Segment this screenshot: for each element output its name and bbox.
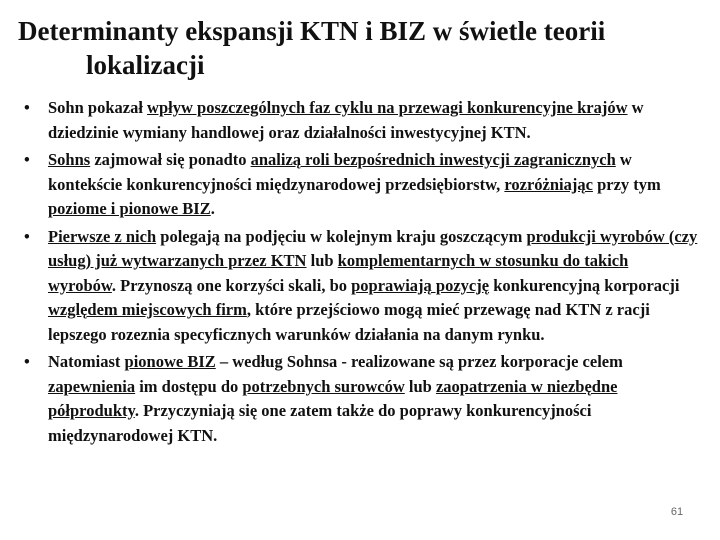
underlined-text: produkcji wyrobów (czy usług) już wytwarzanych przez KTN — [48, 226, 698, 270]
text-segment: , które przejściowo mogą mieć przewagę nad KTN z racji lepszego rozeznia specyficznych warunków działania na danym rynku. — [48, 300, 650, 344]
text-segment: Sohn pokazał — [48, 98, 148, 117]
bullet-item — [22, 96, 698, 145]
underlined-text: poprawiają pozycję — [351, 275, 490, 295]
text-segment: w kontekście konkurencyjności międzynarodowej przedsiębiorstw, — [48, 150, 632, 194]
bullet-marker: • — [24, 98, 30, 117]
bullet-item — [22, 350, 698, 448]
text-segment: . — [210, 199, 215, 218]
text-segment: . Przynoszą one korzyści skali, bo — [111, 275, 352, 295]
text-segment: w dziedzinie wymiany handlowej oraz działalności inwestycyjnej KTN. — [48, 98, 644, 142]
underlined-text: wpływ poszczególnych faz cyklu na przewagi konkurencyjne krajów — [147, 98, 628, 117]
page-number: 61 — [670, 506, 684, 518]
bullet-marker: • — [24, 226, 30, 246]
slide-title — [18, 14, 698, 82]
text-segment: polegają na podjęciu w kolejnym kraju goszczącym — [156, 226, 527, 246]
bullet-marker: • — [24, 352, 30, 371]
text-segment: – według Sohnsa - realizowane są przez korporacje celem — [215, 352, 623, 371]
slide-title-line-2: lokalizacji — [86, 50, 205, 80]
bullet-item — [22, 225, 698, 348]
underlined-text: zaopatrzenia w niezbędne półprodukty — [48, 376, 618, 420]
underlined-text: analizą roli bezpośrednich inwestycji zagranicznych — [250, 150, 616, 169]
underlined-text: Pierwsze z nich — [48, 226, 157, 246]
text-segment: przy tym — [592, 174, 661, 194]
underlined-text: względem miejscowych firm — [48, 300, 247, 319]
text-segment: lub — [306, 251, 338, 270]
slide-title-line-1: Determinanty ekspansji KTN i BIZ w świetle teorii — [18, 16, 606, 46]
underlined-text: Sohns — [48, 150, 91, 169]
underlined-text: pionowe BIZ — [124, 352, 216, 371]
bullet-list — [22, 96, 698, 451]
underlined-text: potrzebnych surowców — [242, 376, 405, 396]
underlined-text: poziome i pionowe BIZ — [48, 199, 211, 218]
underlined-text: komplementarnych w stosunku do takich wyrobów — [48, 251, 629, 295]
bullet-item — [22, 148, 698, 222]
underlined-text: rozróżniając — [504, 174, 593, 194]
text-segment: konkurencyjną korporacji — [489, 275, 680, 295]
text-segment: Natomiast — [48, 352, 125, 371]
bullet-marker: • — [24, 150, 30, 169]
text-segment: lub — [404, 376, 436, 396]
text-segment: . Przyczyniają się one zatem także do poprawy konkurencyjności międzynarodowej KTN. — [48, 401, 592, 445]
text-segment: zajmował się ponadto — [90, 150, 251, 169]
text-segment: im dostępu do — [135, 376, 243, 396]
underlined-text: zapewnienia — [48, 376, 136, 396]
